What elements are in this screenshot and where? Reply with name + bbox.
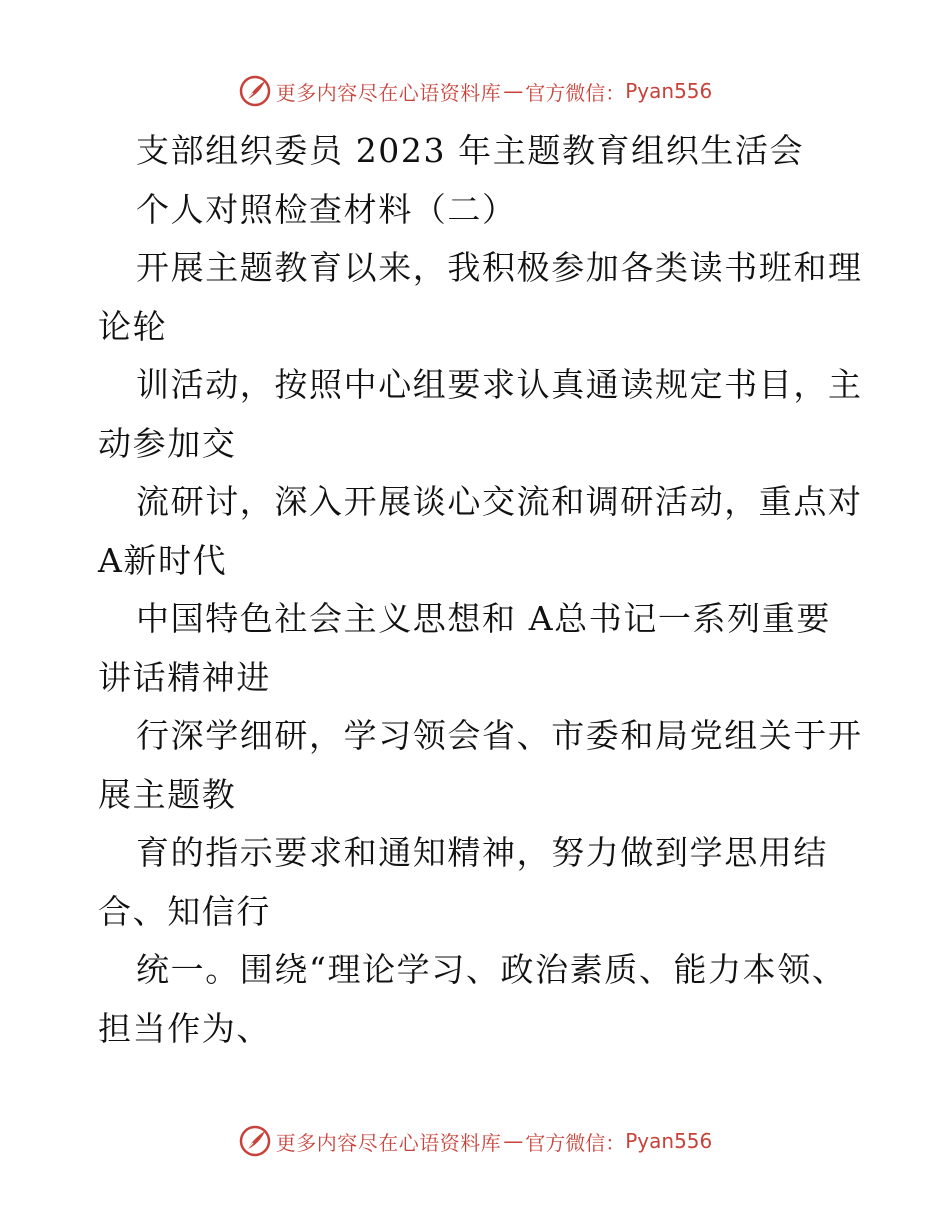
text-line: 流研讨，深入开展谈心交流和调研活动，重点对 bbox=[136, 482, 863, 521]
quill-logo-icon bbox=[238, 74, 272, 108]
watermark-brand: 更多内容尽在心语资料库 bbox=[275, 80, 502, 105]
watermark-dash: — bbox=[503, 79, 524, 103]
watermark-brand: 更多内容尽在心语资料库 bbox=[275, 1130, 502, 1155]
text-line: A新时代 bbox=[98, 540, 228, 580]
watermark-contact-label: 官方微信： bbox=[525, 80, 626, 105]
text-line: 育的指示要求和通知精神，努力做到学思用结 bbox=[136, 833, 828, 872]
quill-logo-icon bbox=[238, 1124, 272, 1158]
text-line: 开展主题教育以来，我积极参加各类读书班和理 bbox=[136, 248, 863, 287]
text-line: 个人对照检查材料（二） bbox=[136, 189, 517, 229]
text-line: 动参加交 bbox=[98, 423, 237, 463]
watermark-contact-id: Pyan556 bbox=[625, 1129, 713, 1153]
header-watermark bbox=[0, 71, 950, 111]
text-line: 统一。围绕“理论学习、政治素质、能力本领、 bbox=[136, 950, 847, 989]
text-line: 中国特色社会主义思想和 A总书记一系列重要 bbox=[136, 599, 831, 638]
watermark-dash: — bbox=[503, 1129, 524, 1153]
watermark-contact-id: Pyan556 bbox=[625, 79, 713, 103]
text-line: 合、知信行 bbox=[98, 891, 271, 931]
document-body bbox=[98, 122, 863, 1058]
text-line: 支部组织委员 2023 年主题教育组织生活会 bbox=[136, 131, 805, 170]
text-line: 训活动，按照中心组要求认真通读规定书目，主 bbox=[136, 365, 863, 404]
text-line: 行深学细研，学习领会省、市委和局党组关于开 bbox=[136, 716, 863, 755]
watermark-contact-label: 官方微信： bbox=[525, 1130, 626, 1155]
text-line: 担当作为、 bbox=[98, 1008, 271, 1048]
footer-watermark bbox=[0, 1121, 950, 1161]
text-line: 论轮 bbox=[98, 306, 168, 346]
text-line: 讲话精神进 bbox=[98, 657, 271, 697]
text-line: 展主题教 bbox=[98, 774, 237, 814]
